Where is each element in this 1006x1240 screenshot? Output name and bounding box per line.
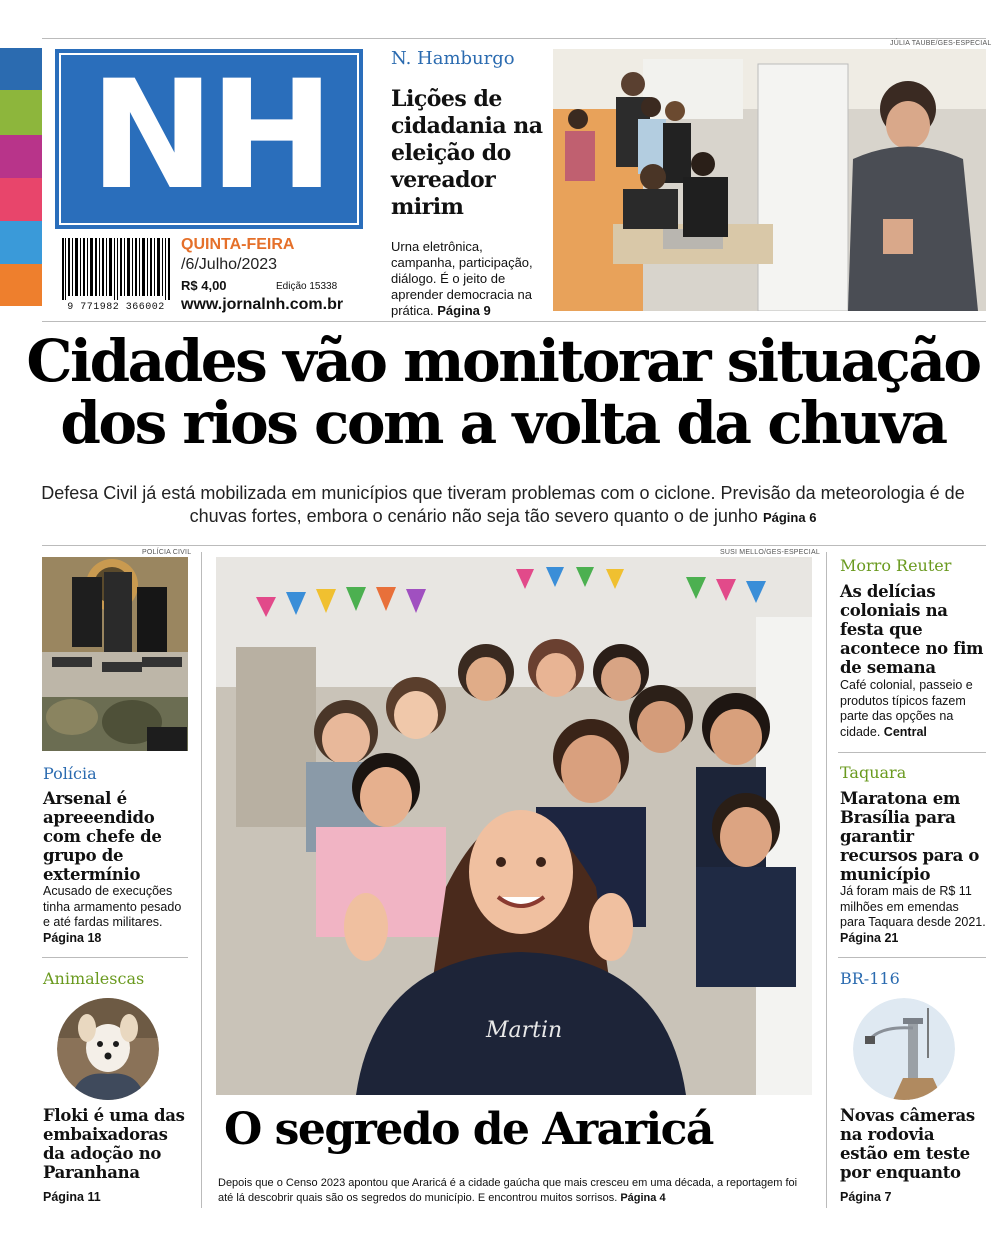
divider-left [201, 552, 202, 1208]
shirt-text: Martin [486, 1018, 563, 1043]
top-story-page-ref[interactable]: Página 9 [437, 303, 491, 318]
color-strip-block [0, 221, 42, 264]
br116-headline[interactable]: Novas câmeras na rodovia estão em teste por enquanto [840, 1106, 975, 1182]
issue-price: R$ 4,00 [181, 278, 227, 293]
top-photo-credit: JÚLIA TAUBE/GES-ESPECIAL [890, 40, 992, 47]
color-strip-block [0, 135, 42, 178]
taquara-page-ref[interactable]: Página 21 [840, 930, 899, 945]
section-label-taquara[interactable]: Taquara [840, 763, 907, 782]
ararica-headline[interactable]: O segredo de Araricá [224, 1104, 713, 1155]
color-strip-block [0, 264, 42, 306]
divider-right [826, 552, 827, 1208]
taquara-deck [840, 884, 986, 946]
br116-page-ref[interactable]: Página 7 [840, 1190, 892, 1204]
camera-pole-photo[interactable] [853, 998, 955, 1100]
color-strip-block [0, 90, 42, 135]
center-photo-credit: SUSI MELLO/GES-ESPECIAL [720, 549, 820, 556]
issue-date: /6/Julho/2023 [181, 256, 278, 273]
section-label-n-hamburgo[interactable]: N. Hamburgo [391, 48, 515, 69]
police-page-ref[interactable]: Página 18 [43, 930, 102, 945]
police-photo-credit: POLÍCIA CIVIL [142, 549, 192, 556]
logo-text: NH [89, 49, 329, 223]
morro-reuter-deck-text: Café colonial, passeio e produtos típicos fazem parte das opções na cidade. [840, 678, 973, 739]
main-deck-text: Defesa Civil já está mobilizada em municípios que tiveram problemas com o ciclone. Previsão da meteorologia é de chuvas fortes, embora o cenário não seja tão severo quanto o de junho [41, 483, 965, 526]
section-label-br-116[interactable]: BR-116 [840, 969, 900, 988]
police-headline[interactable]: Arsenal é apreeendido com chefe de grupo de extermínio [43, 789, 162, 884]
right-col-rule-1 [838, 752, 986, 753]
police-deck-text: Acusado de execuções tinha armamento pesado e até fardas militares. [43, 884, 182, 929]
barcode-number: 9 771982 366002 [67, 302, 165, 313]
ararica-page-ref[interactable]: Página 4 [620, 1192, 666, 1204]
lead-bottom-rule [42, 545, 986, 546]
ararica-deck [218, 1176, 814, 1206]
top-story-headline[interactable]: Lições de cidadania na eleição do vereador mirim [391, 86, 543, 220]
color-strip-block [0, 178, 42, 221]
top-rule [42, 38, 986, 39]
website-link[interactable]: www.jornalnh.com.br [181, 296, 344, 313]
section-label-animalescas[interactable]: Animalescas [43, 969, 145, 988]
main-page-ref[interactable]: Página 6 [762, 510, 817, 525]
morro-reuter-page-ref[interactable]: Central [883, 724, 927, 739]
morro-reuter-deck [840, 678, 986, 740]
issue-day: QUINTA-FEIRA [181, 236, 295, 253]
left-col-rule [42, 957, 188, 958]
police-deck [43, 884, 189, 946]
top-story-deck-text: Urna eletrônica, campanha, participação, diálogo. É o jeito de aprender democracia na prática. [391, 239, 533, 318]
newspaper-logo[interactable] [55, 49, 363, 229]
top-story-deck [391, 239, 547, 319]
main-deck [40, 482, 966, 529]
masthead-bottom-rule [42, 321, 986, 322]
color-strip [0, 48, 42, 306]
color-strip-block [0, 48, 42, 90]
right-col-rule-2 [838, 957, 986, 958]
dog-photo[interactable] [57, 998, 159, 1100]
animal-page-ref[interactable]: Página 11 [43, 1190, 101, 1204]
section-label-policia[interactable]: Polícia [43, 764, 97, 783]
morro-reuter-headline[interactable]: As delícias coloniais na festa que acontece no fim de semana [840, 582, 984, 677]
taquara-deck-text: Já foram mais de R$ 11 milhões em emendas para Taquara desde 2021. [840, 884, 986, 929]
barcode [62, 238, 170, 300]
issue-edition: Edição 15338 [276, 281, 338, 292]
ararica-deck-text: Depois que o Censo 2023 apontou que Araricá é a cidade gaúcha que mais cresceu em uma década, a reportagem foi até lá descobrir quais são os segredos do município. E encontrou muitos sorrisos. [218, 1177, 798, 1204]
taquara-headline[interactable]: Maratona em Brasília para garantir recursos para o município [840, 789, 980, 884]
section-label-morro-reuter[interactable]: Morro Reuter [840, 556, 952, 575]
arsenal-photo[interactable] [42, 557, 188, 751]
animal-headline[interactable]: Floki é uma das embaixadoras da adoção no Paranhana [43, 1106, 185, 1182]
ararica-kids-photo[interactable] [216, 557, 812, 1095]
election-photo[interactable] [553, 49, 986, 311]
main-headline[interactable]: Cidades vão monitorar situação dos rios com a volta da chuva [26, 327, 980, 457]
